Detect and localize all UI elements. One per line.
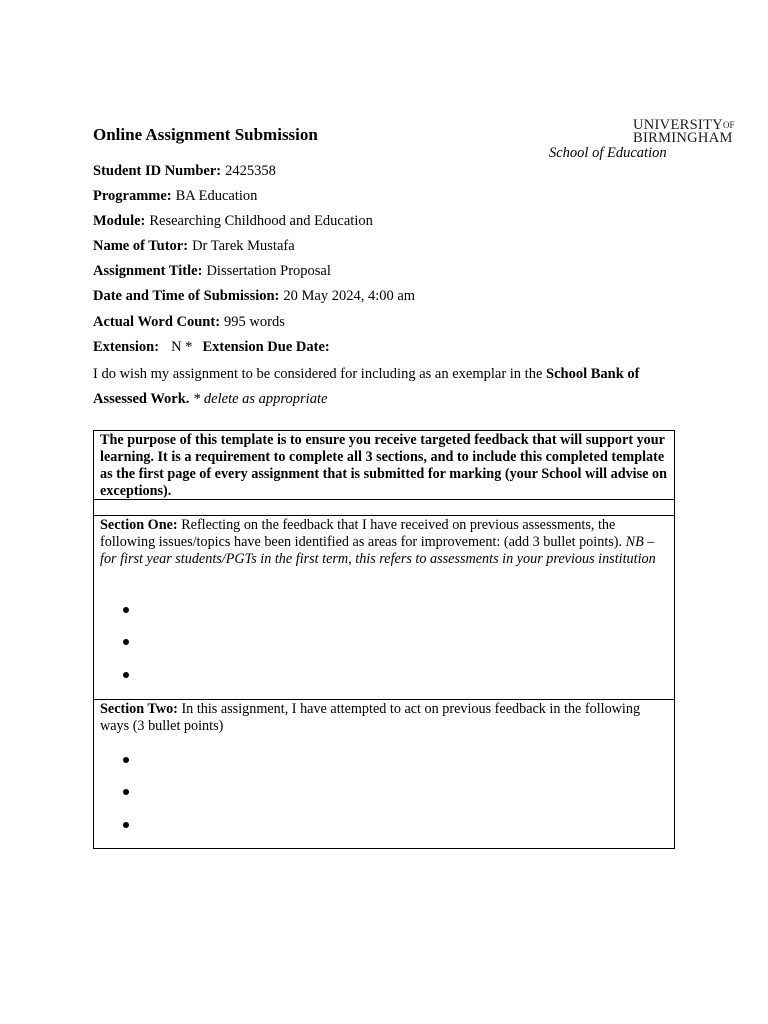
field-value: Researching Childhood and Education bbox=[149, 213, 373, 229]
template-purpose-cell: The purpose of this template is to ensure you receive targeted feedback that will support your learning. It is a requirement to complete all 3 sections, and to include this completed template as the first page of every assignment that is submitted for marking (your School will advise on exceptions). bbox=[94, 431, 674, 500]
field-assignment-title bbox=[93, 262, 331, 280]
field-submission-date bbox=[93, 287, 415, 305]
extension-due-label: Extension Due Date: bbox=[202, 339, 330, 355]
section-two-text bbox=[100, 701, 668, 735]
school-name: School of Education bbox=[549, 145, 667, 161]
section-two-label: Section Two: bbox=[100, 701, 178, 717]
extension-value: N * bbox=[171, 339, 193, 355]
section-one-label: Section One: bbox=[100, 517, 178, 533]
section-one-description: Reflecting on the feedback that I have received on previous assessments, the following issues/topics have been identified as areas for improvement: (add 3 bullet points). bbox=[100, 517, 626, 550]
field-word-count bbox=[93, 313, 285, 331]
field-label: Name of Tutor: bbox=[93, 238, 189, 254]
section-two-bullet bbox=[123, 757, 131, 765]
section-two-bullet bbox=[123, 822, 131, 830]
field-programme bbox=[93, 187, 257, 205]
section-one-bullet bbox=[123, 672, 131, 680]
exemplar-statement bbox=[93, 362, 673, 412]
document-title: Online Assignment Submission bbox=[93, 125, 318, 144]
section-one-cell[interactable] bbox=[94, 516, 674, 700]
section-two-bullet bbox=[123, 789, 131, 797]
field-label: Module: bbox=[93, 213, 146, 229]
field-value: BA Education bbox=[175, 188, 258, 204]
university-logo bbox=[633, 119, 753, 145]
field-label: Actual Word Count: bbox=[93, 314, 221, 330]
section-two-description: In this assignment, I have attempted to act on previous feedback in the following ways (3 bullet points) bbox=[100, 701, 641, 734]
logo-line-2: BIRMINGHAM bbox=[633, 130, 733, 146]
feedback-template-table bbox=[93, 430, 675, 849]
exemplar-text: I do wish my assignment to be considered for including as an exemplar in the bbox=[93, 366, 547, 382]
logo-university-text: UNIVERSITY bbox=[633, 117, 723, 133]
extension-label: Extension: bbox=[93, 339, 160, 355]
exemplar-bank-name: School Bank of Assessed Work. bbox=[93, 366, 640, 407]
field-value: Dissertation Proposal bbox=[206, 263, 331, 279]
section-one-note: NB – for first year students/PGTs in the first term, this refers to assessments in your previous institution bbox=[100, 534, 656, 567]
field-extension bbox=[93, 338, 334, 356]
field-value: 20 May 2024, 4:00 am bbox=[283, 288, 416, 304]
field-label: Programme: bbox=[93, 188, 172, 204]
field-value: 995 words bbox=[224, 314, 285, 330]
template-empty-row bbox=[94, 500, 674, 516]
section-one-bullet bbox=[123, 607, 131, 615]
field-value: 2425358 bbox=[225, 163, 276, 179]
section-one-text bbox=[100, 517, 668, 568]
section-two-cell[interactable] bbox=[94, 700, 674, 850]
field-label: Assignment Title: bbox=[93, 263, 203, 279]
field-module bbox=[93, 212, 373, 230]
field-label: Date and Time of Submission: bbox=[93, 288, 280, 304]
section-one-bullet bbox=[123, 639, 131, 647]
field-tutor bbox=[93, 237, 295, 255]
field-student-id bbox=[93, 162, 276, 180]
field-label: Student ID Number: bbox=[93, 163, 222, 179]
logo-of-text: OF bbox=[723, 120, 735, 130]
exemplar-delete-note: * delete as appropriate bbox=[189, 391, 328, 407]
field-value: Dr Tarek Mustafa bbox=[192, 238, 295, 254]
